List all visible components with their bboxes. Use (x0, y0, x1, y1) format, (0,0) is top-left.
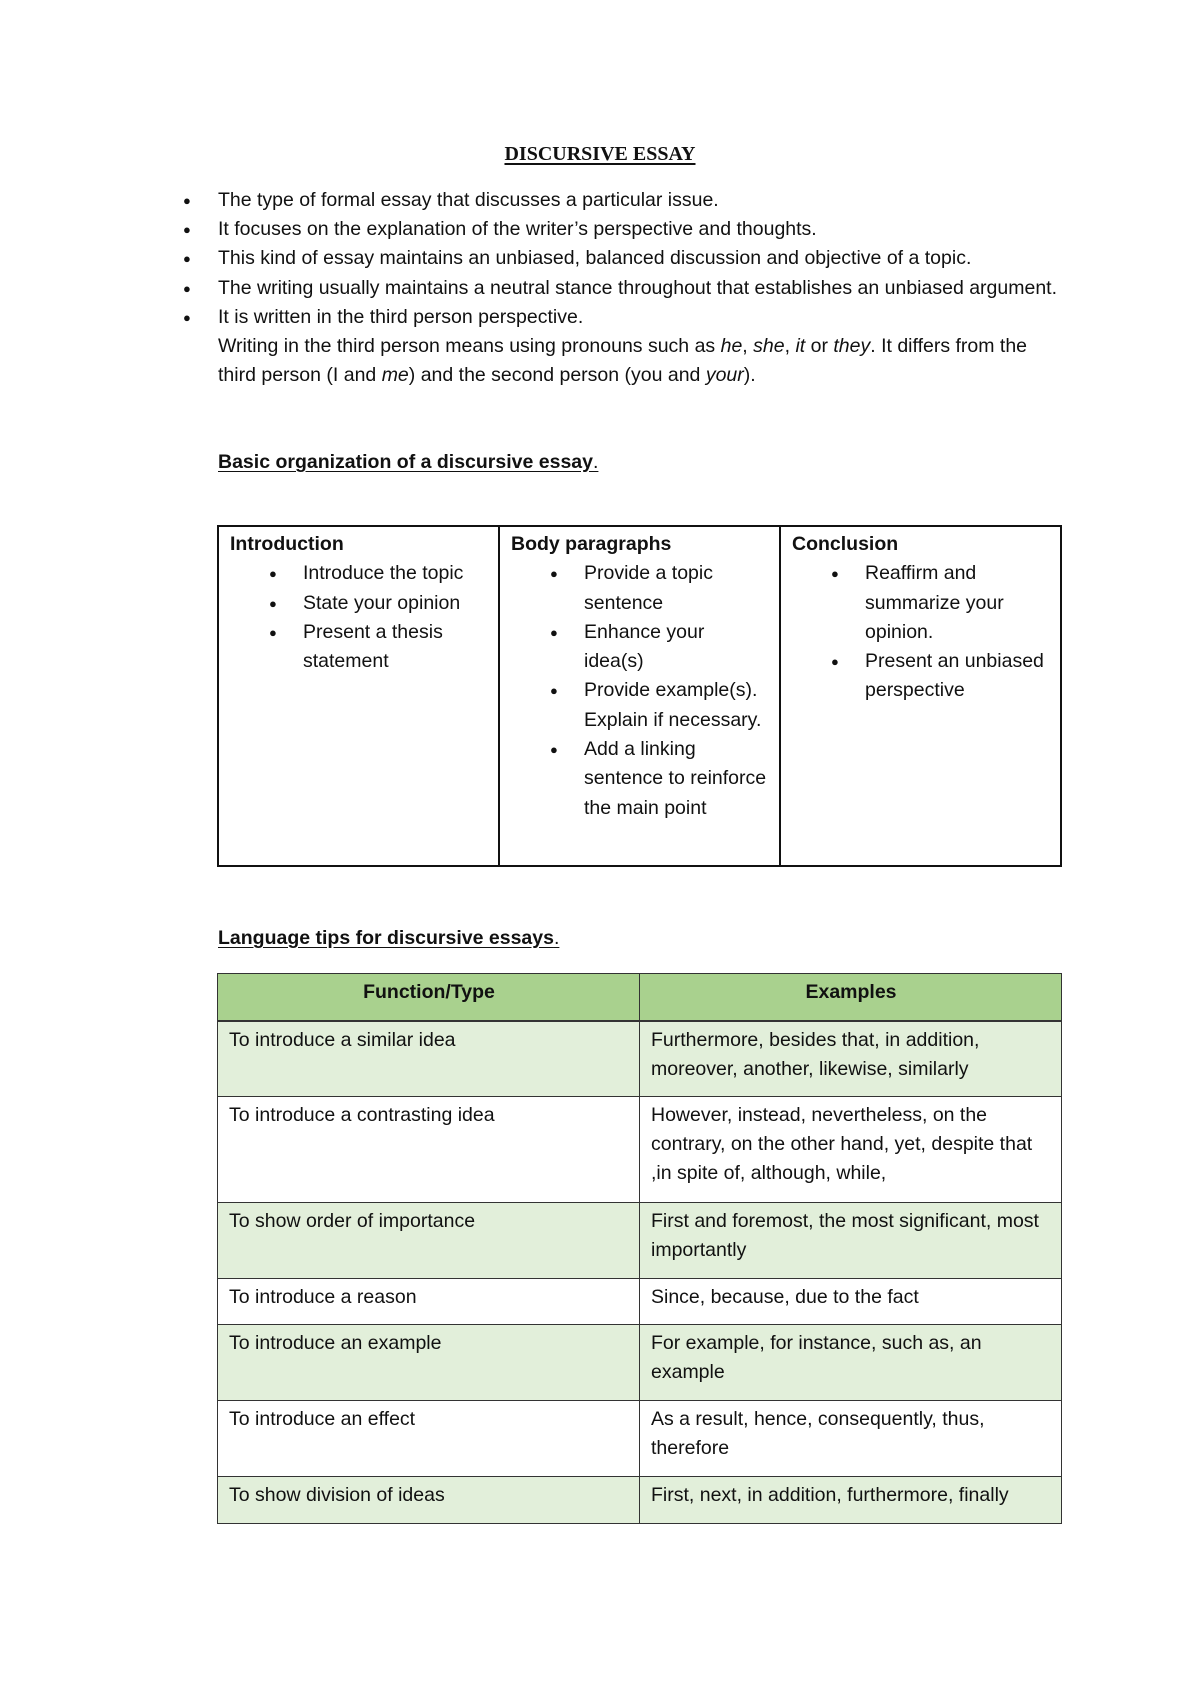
examples-cell: Furthermore, besides that, in addition, moreover, another, likewise, similarly (640, 1021, 1062, 1096)
function-cell: To introduce a similar idea (218, 1021, 640, 1096)
list-item: ● Introduce the topic (303, 559, 488, 588)
org-column-conclusion (780, 526, 1061, 866)
examples-cell: First and foremost, the most significant, most importantly (640, 1202, 1062, 1278)
function-cell: To introduce an example (218, 1324, 640, 1400)
list-item: ● The writing usually maintains a neutral stance throughout that establishes an unbiased argument. (218, 274, 1068, 303)
examples-cell: First, next, in addition, furthermore, finally (640, 1476, 1062, 1523)
list-item: ● Provide example(s). Explain if necessary. (584, 676, 769, 735)
list-item: ● Present an unbiased perspective (865, 647, 1050, 706)
list-item-text: It is written in the third person perspective. (218, 305, 584, 328)
list-item: ● This kind of essay maintains an unbiased, balanced discussion and objective of a topic. (218, 244, 1068, 273)
org-column-body (499, 526, 780, 866)
org-column-title: Introduction (230, 533, 344, 555)
organization-table (217, 525, 1062, 867)
table-row (218, 1021, 1062, 1096)
list-item: ● Add a linking sentence to reinforce the main point (584, 735, 769, 823)
org-column-introduction (218, 526, 499, 866)
function-cell: To show division of ideas (218, 1476, 640, 1523)
list-item: ● Enhance your idea(s) (584, 618, 769, 677)
function-cell: To introduce an effect (218, 1400, 640, 1476)
list-item: ● Reaffirm and summarize your opinion. (865, 559, 1050, 647)
table-row (218, 1476, 1062, 1523)
language-tips-heading: Language tips for discursive essays. (218, 927, 560, 949)
org-column-title: Body paragraphs (511, 533, 672, 555)
column-header-function: Function/Type (218, 974, 640, 1022)
list-item: ● Provide a topic sentence (584, 559, 769, 618)
table-row (218, 1096, 1062, 1202)
intro-bullet-list (218, 186, 1068, 390)
list-item: ● Present a thesis statement (303, 618, 488, 677)
third-person-note: Writing in the third person means using pronouns such as he, she, it or they. It differs from the third person (I and me) and the second person (you and your). (218, 335, 1028, 387)
table-row (218, 1202, 1062, 1278)
page-title: DISCURSIVE ESSAY (504, 143, 696, 165)
table-row (218, 1400, 1062, 1476)
examples-cell: As a result, hence, consequently, thus, therefore (640, 1400, 1062, 1476)
function-cell: To introduce a contrasting idea (218, 1096, 640, 1202)
list-item: ● State your opinion (303, 589, 488, 618)
language-tips-table (217, 973, 1062, 1524)
function-cell: To show order of importance (218, 1202, 640, 1278)
org-column-title: Conclusion (792, 533, 899, 555)
table-header-row (218, 974, 1062, 1022)
organization-heading: Basic organization of a discursive essay. (218, 451, 599, 473)
function-cell: To introduce a reason (218, 1278, 640, 1324)
table-row (218, 1278, 1062, 1324)
examples-cell: However, instead, nevertheless, on the contrary, on the other hand, yet, despite that ,in spite of, although, while, (640, 1096, 1062, 1202)
column-header-examples: Examples (640, 974, 1062, 1022)
examples-cell: Since, because, due to the fact (640, 1278, 1062, 1324)
list-item: ● It focuses on the explanation of the writer’s perspective and thoughts. (218, 215, 1068, 244)
list-item: ● The type of formal essay that discusses a particular issue. (218, 186, 1068, 215)
table-row (218, 1324, 1062, 1400)
examples-cell: For example, for instance, such as, an example (640, 1324, 1062, 1400)
list-item (218, 303, 1068, 391)
